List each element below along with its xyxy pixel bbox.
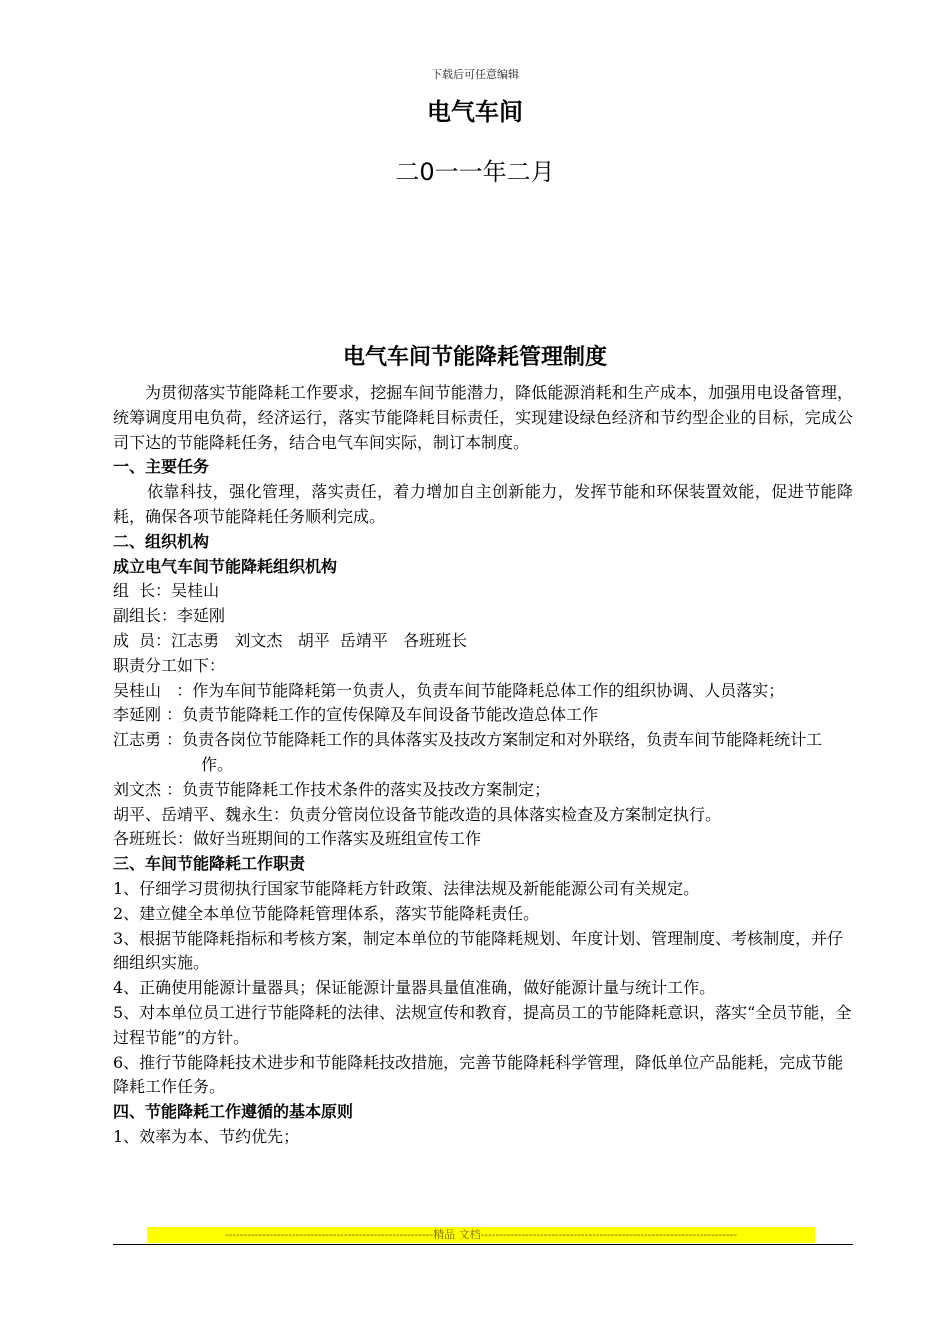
duty-item: 刘文杰 ：负责节能降耗工作技术条件的落实及技改方案制定；: [113, 779, 551, 799]
leader-line: 组 长：吴桂山: [113, 581, 220, 601]
footer-divider: [113, 1244, 853, 1245]
section-2-heading: 二、组织机构: [113, 531, 210, 551]
section-3-heading: 三、车间节能降耗工作职责: [113, 854, 306, 874]
document-body: [113, 381, 853, 1150]
list-item: 3、根据节能降耗指标和考核方案，制定本单位的节能降耗规划、年度计划、管理制度、考核制度，并仔细组织实施。: [113, 928, 844, 973]
section-1-text: 依靠科技，强化管理，落实责任，着力增加自主创新能力，发挥节能和环保装置效能，促进节能降耗，确保各项节能降耗任务顺利完成。: [113, 482, 853, 526]
list-item: 4、正确使用能源计量器具；保证能源计量器具量值准确，做好能源计量与统计工作。: [113, 978, 716, 998]
duty-item: 李延刚 ：负责节能降耗工作的宣传保障及车间设备节能改造总体工作: [113, 705, 599, 725]
header-note: 下载后可任意编辑: [431, 68, 519, 81]
duty-item: 吴桂山 ：作为车间节能降耗第一负责人，负责车间节能降耗总体工作的组织协调、人员落实；: [113, 680, 785, 700]
duty-intro: 职责分工如下：: [113, 655, 226, 675]
intro-paragraph: 为贯彻落实节能降耗工作要求，挖掘车间节能潜力，降低能源消耗和生产成本，加强用电设备管理，统筹调度用电负荷，经济运行，落实节能降耗目标责任，实现建设绿色经济和节约型企业的目标，完成公司下达的节能降耗任务，结合电气车间实际，制订本制度。: [113, 383, 853, 452]
list-item: 2、建立健全本单位节能降耗管理体系，落实节能降耗责任。: [113, 903, 540, 923]
members-line: 成 员：江志勇 刘文杰 胡平 岳靖平 各班班长: [113, 630, 468, 650]
cover-title: 电气车间: [427, 98, 523, 126]
duty-item: 江志勇 ：负责各岗位节能降耗工作的具体落实及技改方案制定和对外联络，负责车间节能降耗统计工作。: [113, 730, 823, 774]
section-1-heading: 一、主要任务: [113, 457, 210, 477]
section-2-subheading: 成立电气车间节能降耗组织机构: [113, 556, 338, 576]
list-item: 5、对本单位员工进行节能降耗的法律、法规宣传和教育，提高员工的节能降耗意识，落实“全员节能，全过程节能”的方针。: [113, 1002, 852, 1047]
deputy-line: 副组长：李延刚: [113, 606, 226, 626]
footer-banner: --------------------------------------------------------精品 文档---------------------------------------------------------------------: [147, 1227, 815, 1243]
section-4-heading: 四、节能降耗工作遵循的基本原则: [113, 1102, 354, 1122]
list-item: 1、效率为本、节约优先；: [113, 1126, 300, 1146]
document-title: 电气车间节能降耗管理制度: [342, 345, 607, 370]
list-item: 1、仔细学习贯彻执行国家节能降耗方针政策、法律法规及新能能源公司有关规定。: [113, 878, 700, 898]
list-item: 6、推行节能降耗技术进步和节能降耗技改措施，完善节能降耗科学管理，降低单位产品能耗，完成节能降耗工作任务。: [113, 1052, 844, 1097]
cover-date: 二0一一年二月: [395, 158, 555, 186]
duty-item: 各班班长：做好当班期间的工作落实及班组宣传工作: [113, 829, 482, 849]
duty-item: 胡平、岳靖平、魏永生：负责分管岗位设备节能改造的具体落实检查及方案制定执行。: [113, 804, 722, 824]
